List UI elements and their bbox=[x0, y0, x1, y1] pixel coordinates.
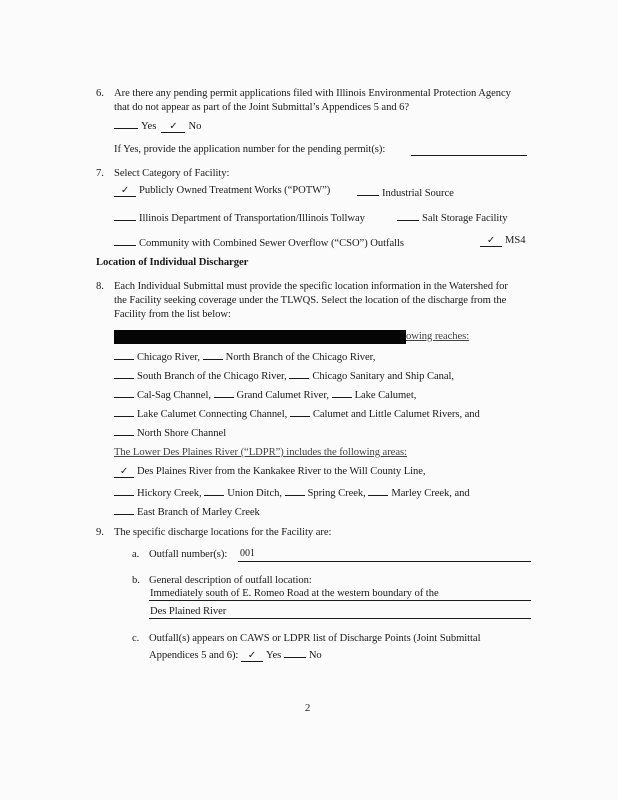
q7-number: 7. bbox=[96, 168, 104, 179]
q8-text-line1: Each Individual Submittal must provide the specific location information in the Watershed for bbox=[114, 281, 508, 292]
caws-row1 bbox=[114, 348, 375, 365]
q9c-letter: c. bbox=[132, 633, 140, 644]
q9c-line2-label: Appendices 5 and 6): bbox=[149, 650, 239, 661]
des-plaines-label: Des Plaines River from the Kankakee River to the Will County Line, bbox=[137, 466, 426, 477]
section-heading: Location of Individual Discharger bbox=[96, 257, 249, 268]
q7-row2b bbox=[397, 209, 507, 226]
q6-followup: If Yes, provide the application number for the pending permit(s): bbox=[114, 144, 386, 155]
page-number: 2 bbox=[305, 703, 311, 714]
ldpr-row1 bbox=[114, 465, 426, 479]
q9a-label: Outfall number(s): bbox=[149, 549, 228, 560]
south-branch-blank[interactable] bbox=[114, 367, 134, 379]
q9c-text-line2 bbox=[149, 646, 322, 663]
caws-list-yes-checkmark[interactable]: ✓ bbox=[241, 650, 263, 662]
q6-answer-row bbox=[114, 117, 201, 134]
q9-title: The specific discharge locations for the Facility are: bbox=[114, 527, 332, 538]
q6-yes-label: Yes bbox=[141, 121, 157, 132]
connecting-channel-label: Lake Calumet Connecting Channel, bbox=[137, 409, 288, 420]
description-value-line1[interactable]: Immediately south of E. Romeo Road at the western boundary of the bbox=[150, 588, 439, 599]
caws-row2 bbox=[114, 367, 454, 384]
q7-row2 bbox=[114, 209, 365, 226]
caws-row3 bbox=[114, 386, 416, 403]
caws-heading-tail: owing reaches: bbox=[406, 331, 470, 342]
q6-no-checkmark[interactable]: ✓ bbox=[161, 121, 185, 133]
q6-yes-blank[interactable] bbox=[114, 117, 138, 129]
sanitary-canal-label: Chicago Sanitary and Ship Canal, bbox=[312, 371, 454, 382]
ldpr-row2 bbox=[114, 484, 470, 501]
q6-no-label: No bbox=[188, 121, 202, 132]
potw-label: Publicly Owned Treatment Works (“POTW”) bbox=[139, 185, 331, 196]
salt-label: Salt Storage Facility bbox=[422, 213, 508, 224]
industrial-blank[interactable] bbox=[357, 184, 379, 196]
q9b-label: General description of outfall location: bbox=[149, 575, 312, 586]
sanitary-canal-blank[interactable] bbox=[289, 367, 309, 379]
cso-blank[interactable] bbox=[114, 234, 136, 246]
q9c-text-line1: Outfall(s) appears on CAWS or LDPR list of Discharge Points (Joint Submittal bbox=[149, 633, 481, 644]
q8-text-line2: the Facility seeking coverage under the TLWQS. Select the location of the discharge from the bbox=[114, 295, 507, 306]
idot-label: Illinois Department of Transportation/Illinois Tollway bbox=[139, 213, 365, 224]
redaction-bar bbox=[114, 330, 406, 344]
q6-number: 6. bbox=[96, 88, 104, 99]
cso-label: Community with Combined Sewer Overflow (“CSO”) Outfalls bbox=[139, 238, 405, 249]
q7-row1 bbox=[114, 184, 330, 198]
ldpr-row3 bbox=[114, 503, 260, 520]
q7-title: Select Category of Facility: bbox=[114, 168, 230, 179]
calumet-rivers-blank[interactable] bbox=[290, 405, 310, 417]
q6-text-line2: that do not appear as part of the Joint Submittal’s Appendices 5 and 6? bbox=[114, 102, 410, 113]
caws-row5 bbox=[114, 424, 226, 441]
industrial-label: Industrial Source bbox=[382, 188, 454, 199]
union-ditch-blank[interactable] bbox=[204, 484, 224, 496]
q7-row1b bbox=[357, 184, 454, 201]
ms4-checkmark[interactable]: ✓ bbox=[480, 235, 502, 247]
ldpr-heading: The Lower Des Plaines River (“LDPR”) includes the following areas: bbox=[114, 447, 407, 458]
caws-list-yes-label: Yes bbox=[265, 650, 282, 661]
marley-creek-blank[interactable] bbox=[368, 484, 388, 496]
q6-text-line1: Are there any pending permit applications filed with Illinois Environmental Protection Agency bbox=[114, 88, 511, 99]
q7-row3b bbox=[480, 234, 525, 248]
cal-sag-label: Cal-Sag Channel, bbox=[137, 390, 211, 401]
description-value-line2[interactable]: Des Plained River bbox=[150, 606, 227, 617]
q9-number: 9. bbox=[96, 527, 104, 538]
lake-calumet-blank[interactable] bbox=[332, 386, 352, 398]
des-plaines-checkmark[interactable]: ✓ bbox=[114, 466, 134, 478]
q6-application-number-field[interactable] bbox=[411, 155, 527, 156]
q8-text-line3: Facility from the list below: bbox=[114, 309, 231, 320]
idot-blank[interactable] bbox=[114, 209, 136, 221]
salt-blank[interactable] bbox=[397, 209, 419, 221]
east-branch-blank[interactable] bbox=[114, 503, 134, 515]
outfall-number-line bbox=[238, 561, 531, 562]
lake-calumet-label: Lake Calumet, bbox=[354, 390, 417, 401]
connecting-channel-blank[interactable] bbox=[114, 405, 134, 417]
north-branch-label: North Branch of the Chicago River, bbox=[225, 352, 376, 363]
caws-list-no-label: No bbox=[308, 650, 322, 661]
q9a-letter: a. bbox=[132, 549, 140, 560]
marley-creek-label: Marley Creek, and bbox=[391, 488, 470, 499]
spring-creek-blank[interactable] bbox=[285, 484, 305, 496]
calumet-rivers-label: Calumet and Little Calumet Rivers, and bbox=[312, 409, 480, 420]
cal-sag-blank[interactable] bbox=[114, 386, 134, 398]
grand-calumet-blank[interactable] bbox=[214, 386, 234, 398]
north-shore-blank[interactable] bbox=[114, 424, 134, 436]
hickory-label: Hickory Creek, bbox=[137, 488, 202, 499]
outfall-number-field[interactable]: 001 bbox=[240, 548, 255, 559]
q8-number: 8. bbox=[96, 281, 104, 292]
hickory-blank[interactable] bbox=[114, 484, 134, 496]
q7-row3 bbox=[114, 234, 404, 251]
south-branch-label: South Branch of the Chicago River, bbox=[137, 371, 287, 382]
union-ditch-label: Union Ditch, bbox=[227, 488, 282, 499]
chicago-river-label: Chicago River, bbox=[137, 352, 201, 363]
q9b-letter: b. bbox=[132, 575, 140, 586]
caws-list-no-blank[interactable] bbox=[284, 646, 306, 658]
caws-row4 bbox=[114, 405, 480, 422]
grand-calumet-label: Grand Calumet River, bbox=[236, 390, 329, 401]
spring-creek-label: Spring Creek, bbox=[307, 488, 366, 499]
east-branch-label: East Branch of Marley Creek bbox=[137, 507, 260, 518]
chicago-river-blank[interactable] bbox=[114, 348, 134, 360]
north-branch-blank[interactable] bbox=[203, 348, 223, 360]
north-shore-label: North Shore Channel bbox=[137, 428, 227, 439]
potw-checkmark[interactable]: ✓ bbox=[114, 185, 136, 197]
ms4-label: MS4 bbox=[505, 235, 526, 246]
